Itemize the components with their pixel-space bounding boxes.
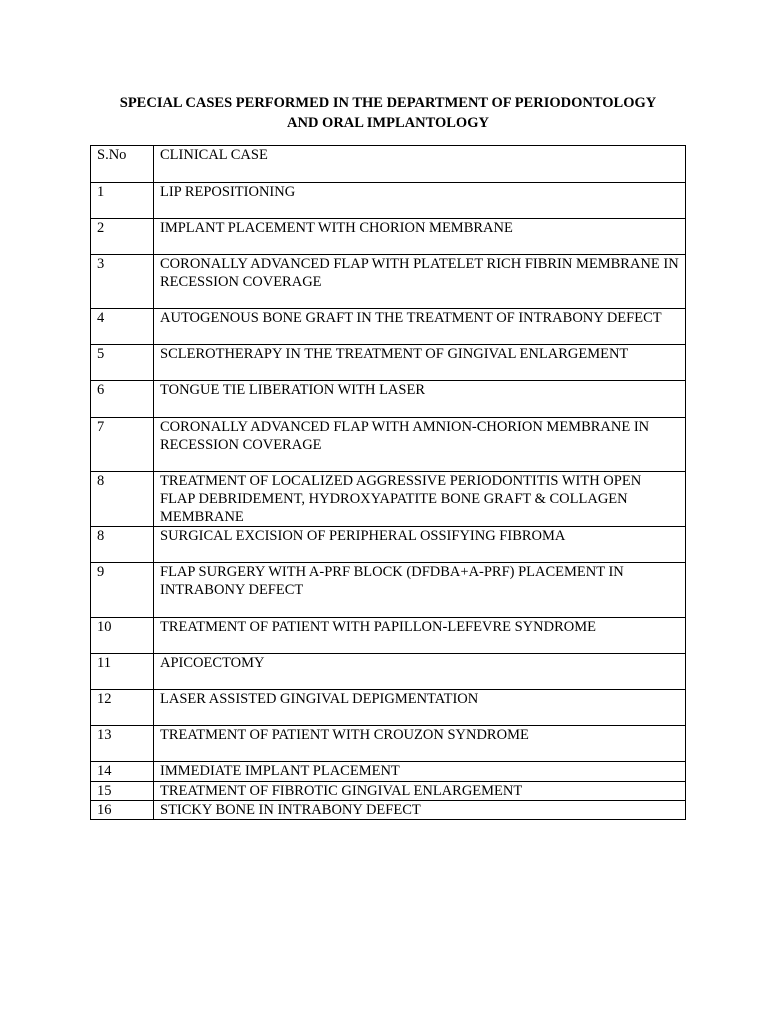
header-sno: S.No bbox=[91, 146, 154, 183]
row-sno: 11 bbox=[91, 654, 154, 690]
table-row bbox=[91, 690, 686, 726]
row-clinical-case: IMPLANT PLACEMENT WITH CHORION MEMBRANE bbox=[154, 219, 686, 255]
row-sno: 8 bbox=[91, 472, 154, 527]
special-cases-table bbox=[90, 145, 686, 820]
row-sno: 13 bbox=[91, 726, 154, 762]
row-clinical-case: TONGUE TIE LIBERATION WITH LASER bbox=[154, 381, 686, 418]
row-clinical-case: AUTOGENOUS BONE GRAFT IN THE TREATMENT OF INTRABONY DEFECT bbox=[154, 309, 686, 345]
table-row bbox=[91, 345, 686, 381]
title-line-2: AND ORAL IMPLANTOLOGY bbox=[287, 115, 489, 131]
header-clinical-case: CLINICAL CASE bbox=[154, 146, 686, 183]
row-sno: 12 bbox=[91, 690, 154, 726]
table-row bbox=[91, 255, 686, 309]
table-row bbox=[91, 726, 686, 762]
row-clinical-case: CORONALLY ADVANCED FLAP WITH AMNION-CHORION MEMBRANE IN RECESSION COVERAGE bbox=[154, 418, 686, 472]
table-row bbox=[91, 309, 686, 345]
row-clinical-case: IMMEDIATE IMPLANT PLACEMENT bbox=[154, 762, 686, 782]
row-sno: 7 bbox=[91, 418, 154, 472]
table-row bbox=[91, 418, 686, 472]
row-clinical-case: CORONALLY ADVANCED FLAP WITH PLATELET RICH FIBRIN MEMBRANE IN RECESSION COVERAGE bbox=[154, 255, 686, 309]
row-clinical-case: SCLEROTHERAPY IN THE TREATMENT OF GINGIVAL ENLARGEMENT bbox=[154, 345, 686, 381]
title-line-1: SPECIAL CASES PERFORMED IN THE DEPARTMENT OF PERIODONTOLOGY bbox=[119, 95, 657, 111]
table-row bbox=[91, 183, 686, 219]
row-sno: 16 bbox=[91, 801, 154, 820]
row-sno: 15 bbox=[91, 782, 154, 801]
table-row bbox=[91, 219, 686, 255]
table-row bbox=[91, 654, 686, 690]
row-sno: 4 bbox=[91, 309, 154, 345]
table-row bbox=[91, 801, 686, 820]
row-sno: 14 bbox=[91, 762, 154, 782]
row-sno: 8 bbox=[91, 527, 154, 563]
row-sno: 3 bbox=[91, 255, 154, 309]
row-sno: 10 bbox=[91, 618, 154, 654]
row-clinical-case: LIP REPOSITIONING bbox=[154, 183, 686, 219]
row-sno: 2 bbox=[91, 219, 154, 255]
document-title bbox=[90, 93, 686, 133]
row-clinical-case: TREATMENT OF FIBROTIC GINGIVAL ENLARGEMENT bbox=[154, 782, 686, 801]
row-clinical-case: TREATMENT OF LOCALIZED AGGRESSIVE PERIODONTITIS WITH OPEN FLAP DEBRIDEMENT, HYDROXYAPATITE BONE GRAFT & COLLAGEN MEMBRANE bbox=[154, 472, 686, 527]
row-clinical-case: LASER ASSISTED GINGIVAL DEPIGMENTATION bbox=[154, 690, 686, 726]
table-body bbox=[91, 146, 686, 820]
row-clinical-case: TREATMENT OF PATIENT WITH PAPILLON-LEFEVRE SYNDROME bbox=[154, 618, 686, 654]
row-sno: 1 bbox=[91, 183, 154, 219]
row-sno: 5 bbox=[91, 345, 154, 381]
table-row bbox=[91, 782, 686, 801]
row-clinical-case: SURGICAL EXCISION OF PERIPHERAL OSSIFYING FIBROMA bbox=[154, 527, 686, 563]
row-sno: 9 bbox=[91, 563, 154, 618]
table-row bbox=[91, 762, 686, 782]
table-row bbox=[91, 527, 686, 563]
table-row bbox=[91, 618, 686, 654]
table-row bbox=[91, 381, 686, 418]
table-header-row bbox=[91, 146, 686, 183]
table-row bbox=[91, 472, 686, 527]
row-clinical-case: FLAP SURGERY WITH A-PRF BLOCK (DFDBA+A-PRF) PLACEMENT IN INTRABONY DEFECT bbox=[154, 563, 686, 618]
table-row bbox=[91, 563, 686, 618]
row-clinical-case: APICOECTOMY bbox=[154, 654, 686, 690]
row-clinical-case: TREATMENT OF PATIENT WITH CROUZON SYNDROME bbox=[154, 726, 686, 762]
row-sno: 6 bbox=[91, 381, 154, 418]
row-clinical-case: STICKY BONE IN INTRABONY DEFECT bbox=[154, 801, 686, 820]
